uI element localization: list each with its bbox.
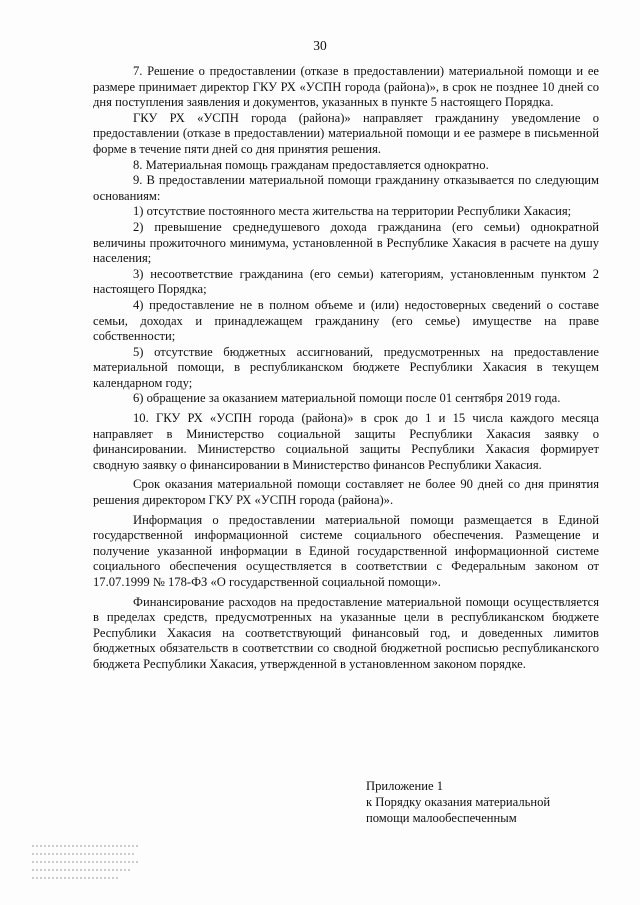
paragraph-notice: ГКУ РХ «УСПН города (района)» направляет гражданину уведомление о предоставлении (отказе в предоставлении) материальной помощи и ее размере в письменной форме в течение пяти дней со дня принятия решения.: [93, 110, 599, 156]
paragraph-financing: Финансирование расходов на предоставление материальной помощи осуществляется в пределах средств, предусмотренных на указанные цели в республиканском бюджете Республики Хакасия на соответствующий финансовый год, и доведенных лимитов бюджетных обязательств в соответствии со сводной бюджетной росписью республиканского бюджета Республики Хакасия, утвержденной в установленном законом порядке.: [93, 594, 599, 671]
paragraph-9-item-1: 1) отсутствие постоянного места жительства на территории Республики Хакасия;: [133, 204, 572, 219]
appendix-reference: [366, 778, 606, 826]
paragraph-9-item-4: 4) предоставление не в полном объеме и (или) недостоверных сведений о составе семьи, доходах и принадлежащем гражданину (его семье) имуществе на праве собственности;: [93, 297, 599, 344]
paragraph-10: 10. ГКУ РХ «УСПН города (района)» в срок до 1 и 15 числа каждого месяца направляет в Министерство социальной защиты Республики Хакасия заявку о финансировании. Министерство социальной защиты Республики Хакасия формирует сводную заявку о финансировании в Министерство финансов Республики Хакасия.: [93, 411, 599, 472]
paragraph-9-item-2: 2) превышение среднедушевого дохода гражданина (его семьи) однократной величины прожиточного минимума, установленной в Республике Хакасия в расчете на душу населения;: [93, 219, 599, 266]
page-number: 30: [313, 38, 327, 53]
paragraph-9-item-5: 5) отсутствие бюджетных ассигнований, предусмотренных на предоставление материальной помощи, в республиканском бюджете Республики Хакасия в текущем календарном году;: [93, 344, 599, 390]
paragraph-9-item-6: 6) обращение за оказанием материальной помощи после 01 сентября 2019 года.: [133, 391, 561, 406]
paragraph-8: 8. Материальная помощь гражданам предоставляется однократно.: [133, 157, 489, 172]
registration-stamp-mark: [30, 840, 142, 882]
appendix-line-2: к Порядку оказания материальной: [366, 795, 551, 809]
paragraph-information: Информация о предоставлении материальной помощи размещается в Единой государственной информационной системе социального обеспечения. Размещение и получение указанной информации в Единой государственной информационной системе социального обеспечения осуществляется в соответствии с Федеральным законом от 17.07.1999 № 178-ФЗ «О государственной социальной помощи».: [93, 512, 599, 589]
paragraph-term: Срок оказания материальной помощи составляет не более 90 дней со дня принятия решения директором ГКУ РХ «УСПН города (района)».: [93, 477, 599, 508]
appendix-line-3: помощи малообеспеченным: [366, 811, 517, 825]
appendix-line-1: Приложение 1: [366, 779, 444, 793]
paragraph-9-item-3: 3) несоответствие гражданина (его семьи) категориям, установленным пунктом 2 настоящего Порядка;: [93, 266, 599, 297]
paragraph-9: 9. В предоставлении материальной помощи гражданину отказывается по следующим основаниям:: [93, 173, 599, 203]
paragraph-7: 7. Решение о предоставлении (отказе в предоставлении) материальной помощи и ее размере принимает директор ГКУ РХ «УСПН города (района)», в срок не позднее 10 дней со дня поступления заявления и документов, указанных в пункте 5 настоящего Порядка.: [93, 64, 599, 110]
document-body: [93, 64, 599, 673]
